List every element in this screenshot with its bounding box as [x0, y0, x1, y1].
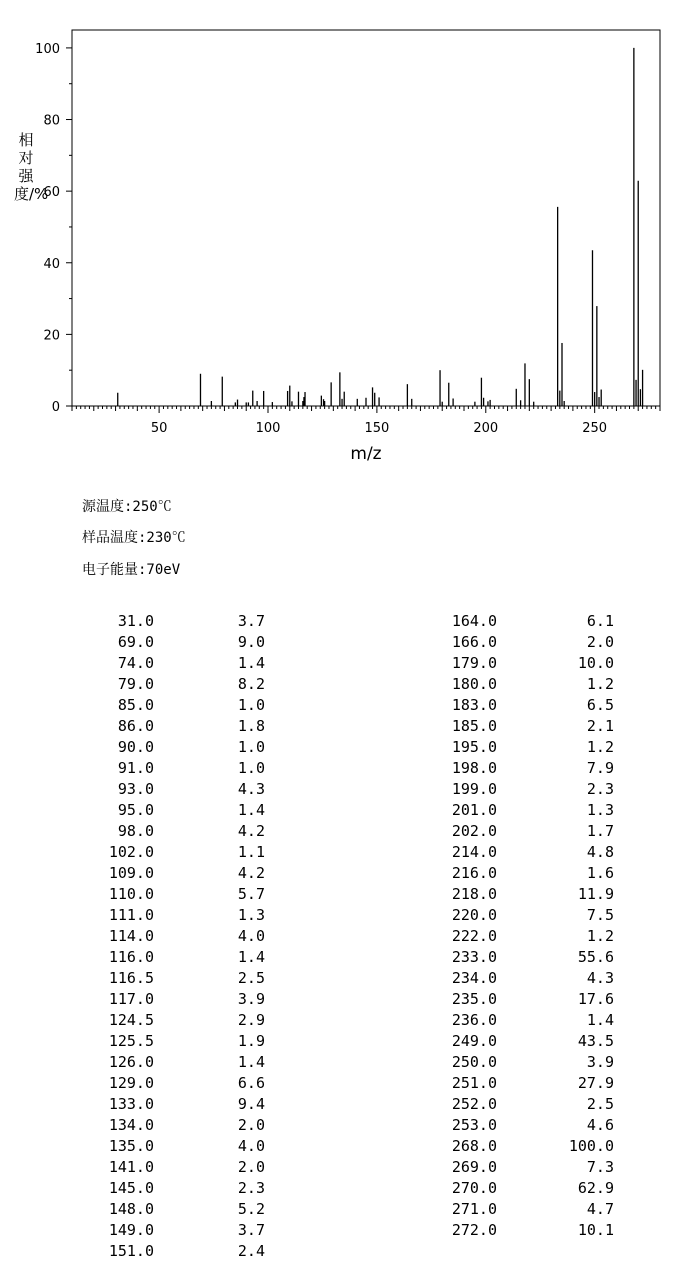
peak-row [430, 1116, 620, 1137]
peak-mz: 220.0 [451, 906, 497, 924]
peak-intensity: 2.1 [586, 717, 614, 735]
peak-intensity: 6.6 [237, 1074, 265, 1092]
peak-mz: 234.0 [451, 969, 497, 987]
peak-intensity: 1.1 [237, 843, 265, 861]
peak-row [430, 717, 620, 738]
peak-row [90, 801, 280, 822]
peak-mz: 214.0 [451, 843, 497, 861]
peak-intensity: 43.5 [577, 1032, 614, 1050]
peak-mz: 198.0 [451, 759, 497, 777]
peak-row [430, 864, 620, 885]
y-tick-label: 40 [43, 256, 60, 272]
peak-mz: 134.0 [108, 1116, 154, 1134]
peak-intensity: 4.0 [237, 1137, 265, 1155]
peak-intensity: 1.4 [237, 801, 265, 819]
peak-intensity: 1.4 [237, 654, 265, 672]
peak-row [430, 675, 620, 696]
peak-mz: 183.0 [451, 696, 497, 714]
peak-intensity: 4.8 [586, 843, 614, 861]
peak-mz: 90.0 [117, 738, 154, 756]
peak-intensity: 1.3 [586, 801, 614, 819]
peak-mz: 98.0 [117, 822, 154, 840]
peak-intensity: 1.9 [237, 1032, 265, 1050]
x-axis-label: m/z [350, 444, 382, 464]
peak-mz: 179.0 [451, 654, 497, 672]
x-tick-label: 150 [364, 421, 390, 436]
peak-row [430, 927, 620, 948]
peak-intensity: 1.2 [586, 738, 614, 756]
electron-energy: 电子能量:70eV [82, 562, 181, 578]
peak-row [90, 675, 280, 696]
peak-mz: 251.0 [451, 1074, 497, 1092]
peak-mz: 124.5 [108, 1011, 154, 1029]
peak-mz: 272.0 [451, 1221, 497, 1239]
peak-mz: 222.0 [451, 927, 497, 945]
peak-intensity: 5.2 [237, 1200, 265, 1218]
peak-row [90, 1116, 280, 1137]
peak-row [430, 696, 620, 717]
peak-intensity: 1.0 [237, 738, 265, 756]
peak-intensity: 9.4 [237, 1095, 265, 1113]
peak-intensity: 1.0 [237, 696, 265, 714]
peak-row [90, 990, 280, 1011]
peak-row [90, 864, 280, 885]
peak-mz: 233.0 [451, 948, 497, 966]
peak-mz: 125.5 [108, 1032, 154, 1050]
peak-mz: 74.0 [117, 654, 154, 672]
peak-row [430, 1032, 620, 1053]
peak-row [430, 1137, 620, 1158]
peak-row [90, 738, 280, 759]
peak-row [90, 780, 280, 801]
peak-row [430, 969, 620, 990]
peak-mz: 216.0 [451, 864, 497, 882]
peak-intensity: 1.4 [586, 1011, 614, 1029]
peak-intensity: 1.2 [586, 675, 614, 693]
peak-row [430, 990, 620, 1011]
peak-row [90, 1095, 280, 1116]
peak-intensity: 11.9 [577, 885, 614, 903]
peak-intensity: 17.6 [577, 990, 614, 1008]
peak-intensity: 7.5 [586, 906, 614, 924]
peak-row [90, 696, 280, 717]
peak-row [430, 1011, 620, 1032]
peak-row [430, 1158, 620, 1179]
peak-row [90, 1011, 280, 1032]
peak-intensity: 9.0 [237, 633, 265, 651]
peak-bars [118, 48, 643, 406]
peak-mz: 148.0 [108, 1200, 154, 1218]
peak-intensity: 4.3 [237, 780, 265, 798]
peak-mz: 31.0 [117, 612, 154, 630]
peak-intensity: 7.9 [586, 759, 614, 777]
peak-mz: 252.0 [451, 1095, 497, 1113]
peak-intensity: 4.0 [237, 927, 265, 945]
peak-intensity: 2.0 [586, 633, 614, 651]
peak-row [90, 822, 280, 843]
peak-intensity: 1.6 [586, 864, 614, 882]
peak-row [90, 843, 280, 864]
peak-intensity: 3.9 [586, 1053, 614, 1071]
peak-intensity: 2.3 [237, 1179, 265, 1197]
peak-intensity: 7.3 [586, 1158, 614, 1176]
peak-row [430, 612, 620, 633]
x-tick-label: 50 [150, 421, 168, 436]
peak-row [90, 1137, 280, 1158]
peak-intensity: 2.3 [586, 780, 614, 798]
peak-mz: 141.0 [108, 1158, 154, 1176]
peak-row [90, 906, 280, 927]
peak-row [430, 1074, 620, 1095]
peak-row [90, 1179, 280, 1200]
peak-intensity: 4.7 [586, 1200, 614, 1218]
peak-row [430, 1221, 620, 1242]
peak-row [430, 801, 620, 822]
peak-intensity: 5.7 [237, 885, 265, 903]
peak-intensity: 2.5 [237, 969, 265, 987]
x-tick-label: 250 [582, 421, 608, 436]
peak-mz: 249.0 [451, 1032, 497, 1050]
peak-intensity: 1.7 [586, 822, 614, 840]
peak-intensity: 1.4 [237, 948, 265, 966]
x-tick-label: 100 [255, 421, 281, 436]
peak-mz: 117.0 [108, 990, 154, 1008]
peak-row [90, 1158, 280, 1179]
peak-mz: 236.0 [451, 1011, 497, 1029]
peak-intensity: 62.9 [577, 1179, 614, 1197]
peak-row [90, 948, 280, 969]
peak-intensity: 1.2 [586, 927, 614, 945]
peak-intensity: 3.9 [237, 990, 265, 1008]
peak-intensity: 4.2 [237, 822, 265, 840]
peak-row [90, 1221, 280, 1242]
peak-mz: 109.0 [108, 864, 154, 882]
peak-mz: 85.0 [117, 696, 154, 714]
peak-row [430, 1053, 620, 1074]
peak-row [90, 1032, 280, 1053]
peak-mz: 93.0 [117, 780, 154, 798]
peak-mz: 111.0 [108, 906, 154, 924]
y-tick-label: 0 [51, 400, 60, 415]
peak-row [90, 717, 280, 738]
peak-mz: 86.0 [117, 717, 154, 735]
y-tick-label: 80 [43, 113, 60, 129]
peak-mz: 250.0 [451, 1053, 497, 1071]
plot-frame [72, 30, 660, 406]
peak-intensity: 1.0 [237, 759, 265, 777]
peak-row [430, 1179, 620, 1200]
peak-row [430, 780, 620, 801]
peak-mz: 95.0 [117, 801, 154, 819]
peak-row [430, 654, 620, 675]
peak-mz: 253.0 [451, 1116, 497, 1134]
peak-row [430, 843, 620, 864]
peak-row [430, 738, 620, 759]
mass-spectrum-chart [0, 0, 687, 470]
peak-mz: 270.0 [451, 1179, 497, 1197]
peak-row [430, 1200, 620, 1221]
peak-mz: 268.0 [451, 1137, 497, 1155]
peak-row [430, 1095, 620, 1116]
peak-intensity: 100.0 [568, 1137, 614, 1155]
source-temperature: 源温度:250℃ [82, 499, 172, 515]
peak-row [90, 969, 280, 990]
peak-intensity: 2.4 [237, 1242, 265, 1260]
peak-intensity: 2.9 [237, 1011, 265, 1029]
y-tick-label: 100 [35, 41, 60, 57]
peak-row [90, 612, 280, 633]
peak-mz: 201.0 [451, 801, 497, 819]
peak-intensity: 55.6 [577, 948, 614, 966]
peak-mz: 102.0 [108, 843, 154, 861]
x-axis-ticks [72, 406, 660, 436]
peak-mz: 116.5 [108, 969, 154, 987]
peak-mz: 218.0 [451, 885, 497, 903]
peak-mz: 195.0 [451, 738, 497, 756]
peak-mz: 91.0 [117, 759, 154, 777]
peak-intensity: 27.9 [577, 1074, 614, 1092]
peak-row [90, 759, 280, 780]
peak-mz: 149.0 [108, 1221, 154, 1239]
peak-mz: 133.0 [108, 1095, 154, 1113]
peak-intensity: 10.0 [577, 654, 614, 672]
peak-intensity: 10.1 [577, 1221, 614, 1239]
peak-mz: 129.0 [108, 1074, 154, 1092]
peak-intensity: 1.3 [237, 906, 265, 924]
peak-row [90, 1074, 280, 1095]
peak-mz: 79.0 [117, 675, 154, 693]
peak-mz: 116.0 [108, 948, 154, 966]
peak-intensity: 3.7 [237, 612, 265, 630]
peak-row [90, 654, 280, 675]
peak-mz: 110.0 [108, 885, 154, 903]
peak-intensity: 6.5 [586, 696, 614, 714]
peak-mz: 199.0 [451, 780, 497, 798]
peak-mz: 114.0 [108, 927, 154, 945]
x-tick-label: 200 [473, 421, 499, 436]
peak-mz: 151.0 [108, 1242, 154, 1260]
peak-mz: 145.0 [108, 1179, 154, 1197]
peak-intensity: 2.0 [237, 1158, 265, 1176]
peak-mz: 202.0 [451, 822, 497, 840]
peak-row [430, 822, 620, 843]
peak-intensity: 1.8 [237, 717, 265, 735]
peak-mz: 135.0 [108, 1137, 154, 1155]
peak-row [90, 633, 280, 654]
peak-table-left [90, 612, 280, 1263]
y-axis-label: 相对强度/% [14, 131, 49, 203]
peak-mz: 269.0 [451, 1158, 497, 1176]
peak-intensity: 8.2 [237, 675, 265, 693]
peak-mz: 166.0 [451, 633, 497, 651]
peak-intensity: 2.0 [237, 1116, 265, 1134]
sample-temperature: 样品温度:230℃ [82, 530, 186, 546]
peak-intensity: 4.2 [237, 864, 265, 882]
peak-intensity: 4.3 [586, 969, 614, 987]
peak-row [90, 1200, 280, 1221]
peak-row [430, 759, 620, 780]
peak-intensity: 2.5 [586, 1095, 614, 1113]
peak-mz: 180.0 [451, 675, 497, 693]
peak-intensity: 1.4 [237, 1053, 265, 1071]
peak-row [90, 885, 280, 906]
y-tick-label: 60 [43, 185, 60, 201]
y-tick-label: 20 [43, 328, 60, 344]
peak-table-right [430, 612, 620, 1242]
peak-mz: 185.0 [451, 717, 497, 735]
peak-intensity: 3.7 [237, 1221, 265, 1239]
peak-mz: 164.0 [451, 612, 497, 630]
peak-row [430, 906, 620, 927]
peak-intensity: 4.6 [586, 1116, 614, 1134]
peak-row [430, 885, 620, 906]
y-axis-ticks [35, 42, 72, 415]
peak-row [90, 1053, 280, 1074]
peak-intensity: 6.1 [586, 612, 614, 630]
peak-row [90, 927, 280, 948]
peak-mz: 271.0 [451, 1200, 497, 1218]
peak-mz: 126.0 [108, 1053, 154, 1071]
peak-mz: 235.0 [451, 990, 497, 1008]
peak-row [430, 633, 620, 654]
peak-row [430, 948, 620, 969]
peak-row [90, 1242, 280, 1263]
peak-mz: 69.0 [117, 633, 154, 651]
